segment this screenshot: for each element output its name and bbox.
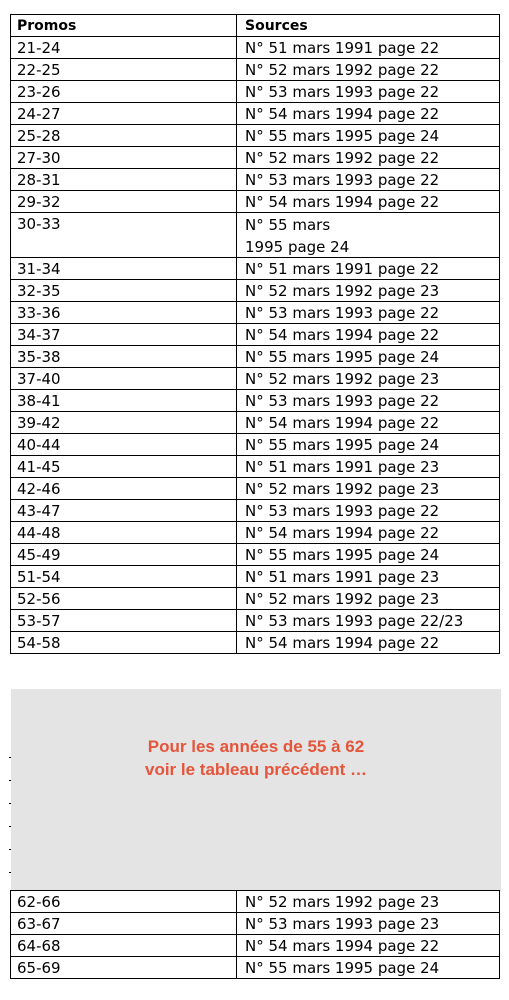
promo-cell: 62-66 [11,891,237,912]
source-cell: N° 53 mars 1993 page 22 [245,171,440,189]
source-cell: N° 52 mars 1992 page 22 [245,61,440,79]
promo-cell: 22-25 [11,59,237,80]
source-cell: N° 55 mars 1995 page 24 [245,348,440,366]
source-cell: N° 52 mars 1992 page 23 [245,590,440,608]
table-row [10,632,500,654]
table-row [10,500,500,522]
source-cell: N° 54 mars 1994 page 22 [245,937,440,955]
promo-cell: 21-24 [11,37,237,58]
table-row [10,390,500,412]
promo-cell: 52-56 [11,588,237,609]
table-row [10,588,500,610]
promo-cell: 37-40 [11,368,237,389]
source-cell: N° 53 mars 1993 page 22/23 [245,612,464,630]
source-cell: N° 53 mars 1993 page 22 [245,304,440,322]
table-row [10,456,500,478]
promo-cell: 33-36 [11,302,237,323]
sources-table [10,14,500,654]
table-header-row [10,15,500,37]
table-row [10,957,500,979]
source-cell: N° 54 mars 1994 page 22 [245,414,440,432]
source-cell: N° 55 mars 1995 page 24 [245,546,440,564]
source-cell: N° 53 mars 1993 page 22 [245,502,440,520]
source-cell: N° 53 mars 1993 page 23 [245,915,440,933]
table-row [10,544,500,566]
promo-cell: 40-44 [11,434,237,455]
source-cell: N° 54 mars 1994 page 22 [245,193,440,211]
table-row [10,434,500,456]
promo-cell: 53-57 [11,610,237,631]
source-cell: N° 55 mars 1995 page 24 [245,216,350,256]
promo-cell: 42-46 [11,478,237,499]
note-overlay [11,689,501,891]
promo-cell: 63-67 [11,913,237,934]
source-cell: N° 54 mars 1994 page 22 [245,634,440,652]
table-row [10,891,500,913]
table-row [10,346,500,368]
table-row [10,478,500,500]
table-row [10,566,500,588]
table-row [10,37,500,59]
table-row [10,368,500,390]
table-row [10,302,500,324]
promo-cell: 35-38 [11,346,237,367]
promo-cell: 51-54 [11,566,237,587]
table-body-continued [10,891,500,979]
promo-cell: 24-27 [11,103,237,124]
table-row [10,258,500,280]
header-sources: Sources [245,18,308,34]
table-row [10,191,500,213]
promo-cell: 44-48 [11,522,237,543]
promo-cell: 39-42 [11,412,237,433]
promo-cell: 38-41 [11,390,237,411]
source-cell: N° 51 mars 1991 page 23 [245,568,440,586]
table-row [10,913,500,935]
promo-cell: 41-45 [11,456,237,477]
source-cell: N° 53 mars 1993 page 22 [245,83,440,101]
table-row [10,522,500,544]
source-cell: N° 51 mars 1991 page 23 [245,458,440,476]
promo-cell: 27-30 [11,147,237,168]
source-cell: N° 53 mars 1993 page 22 [245,392,440,410]
promo-cell: 65-69 [11,957,237,978]
source-cell: N° 52 mars 1992 page 23 [245,480,440,498]
promo-cell: 64-68 [11,935,237,956]
promo-cell: 29-32 [11,191,237,212]
source-cell: N° 55 mars 1995 page 24 [245,959,440,977]
header-promos: Promos [11,15,237,36]
promo-cell: 25-28 [11,125,237,146]
sources-table-continued [10,890,500,979]
table-row [10,213,500,258]
source-cell: N° 51 mars 1991 page 22 [245,39,440,57]
promo-cell: 28-31 [11,169,237,190]
table-row [10,103,500,125]
promo-cell: 23-26 [11,81,237,102]
promo-cell: 31-34 [11,258,237,279]
promo-cell: 45-49 [11,544,237,565]
overlay-line-2: voir le tableau précédent … [144,760,367,779]
source-cell: N° 52 mars 1992 page 22 [245,149,440,167]
table-row [10,324,500,346]
source-cell: N° 54 mars 1994 page 22 [245,105,440,123]
promo-cell: 34-37 [11,324,237,345]
source-cell: N° 52 mars 1992 page 23 [245,282,440,300]
source-cell: N° 52 mars 1992 page 23 [245,893,440,911]
table-body [10,37,500,654]
overlay-message [11,735,501,781]
promo-cell: 54-58 [11,632,237,653]
table-row [10,610,500,632]
table-row [10,169,500,191]
table-row [10,59,500,81]
table-row [10,280,500,302]
source-cell: N° 51 mars 1991 page 22 [245,260,440,278]
promo-cell: 32-35 [11,280,237,301]
source-cell: N° 52 mars 1992 page 23 [245,370,440,388]
table-row [10,125,500,147]
table-row [10,81,500,103]
source-cell: N° 55 mars 1995 page 24 [245,436,440,454]
table-row [10,935,500,957]
promo-cell: 30-33 [11,213,237,257]
table-row [10,147,500,169]
promo-cell: 43-47 [11,500,237,521]
source-cell: N° 55 mars 1995 page 24 [245,127,440,145]
source-cell: N° 54 mars 1994 page 22 [245,326,440,344]
source-cell: N° 54 mars 1994 page 22 [245,524,440,542]
table-row [10,412,500,434]
overlay-line-1: Pour les années de 55 à 62 [147,737,365,756]
